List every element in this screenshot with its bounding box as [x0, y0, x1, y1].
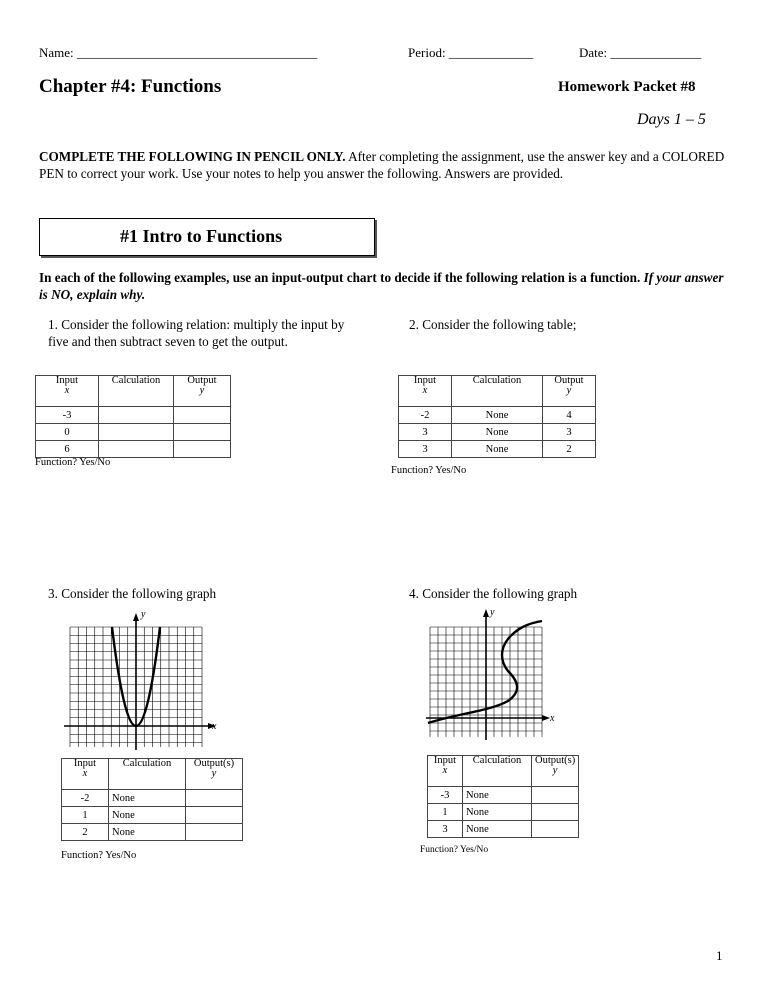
table-header-output: Output y [543, 376, 596, 407]
chapter-title: Chapter #4: Functions [39, 76, 222, 97]
table-header-output: Output(s) y [532, 756, 579, 787]
question-3-text: 3. Consider the following graph [48, 586, 217, 601]
question-4-function-label: Function? Yes/No [420, 845, 489, 855]
question-2-text: 2. Consider the following table; [409, 317, 577, 332]
table-row: 0 [36, 424, 231, 441]
question-1-table [35, 375, 231, 458]
packet-title: Homework Packet #8 [558, 79, 696, 95]
question-2-table [398, 375, 596, 458]
table-row: -3 None [428, 787, 579, 804]
table-header-input: Input x [36, 376, 99, 407]
instructions-prompt [39, 269, 727, 303]
name-field-label: Name: _____________________________________ [39, 45, 318, 60]
question-4-graph [420, 605, 570, 745]
x-axis-arrow [542, 715, 550, 721]
instructions [39, 148, 727, 182]
question-3-table [61, 758, 243, 841]
y-axis-arrow [483, 609, 489, 617]
table-header-output: Output y [174, 376, 231, 407]
table-row: 3 None 3 [399, 424, 596, 441]
period-field-label: Period: _____________ [408, 45, 534, 60]
instructions-rest: After completing the assignment, use the answer key and a COLORED PEN to correct your work. Use your notes to help you answer the following. Answers are provided. [39, 149, 725, 181]
date-field-label: Date: ______________ [579, 45, 702, 60]
question-2-function-label: Function? Yes/No [391, 465, 467, 476]
table-header-calculation: Calculation [109, 759, 186, 790]
prompt-main: In each of the following examples, use an input-output chart to decide if the following relation is a function. [39, 270, 644, 285]
section-title-box [39, 218, 375, 256]
table-row: 6 [36, 441, 231, 458]
question-4-table [427, 755, 579, 838]
instructions-bold: COMPLETE THE FOLLOWING IN PENCIL ONLY. [39, 149, 346, 164]
y-axis-label: y [141, 609, 146, 620]
table-row: -3 [36, 407, 231, 424]
question-3-function-label: Function? Yes/No [61, 850, 137, 861]
page-number: 1 [716, 948, 723, 963]
table-row: -2 None [62, 790, 243, 807]
table-row: 1 None [62, 807, 243, 824]
x-axis-label: x [212, 721, 217, 732]
table-header-calculation: Calculation [463, 756, 532, 787]
question-3-graph [50, 605, 230, 755]
table-row: 2 None [62, 824, 243, 841]
table-header-input: Input x [62, 759, 109, 790]
prompt-italic: If your answer is NO, explain why. [39, 270, 724, 302]
x-axis-label: x [550, 713, 555, 724]
question-1-text: 1. Consider the following relation: multiply the input by five and then subtract seven to get the output. [48, 317, 345, 349]
table-row: 3 None [428, 821, 579, 838]
question-1-function-label: Function? Yes/No [35, 457, 111, 468]
s-curve [428, 621, 542, 723]
table-header-calculation: Calculation [452, 376, 543, 407]
table-header-input: Input x [428, 756, 463, 787]
y-axis-arrow [133, 613, 139, 621]
question-4-text: 4. Consider the following graph [409, 586, 578, 601]
table-row: 3 None 2 [399, 441, 596, 458]
table-row: 1 None [428, 804, 579, 821]
section-title: #1 Intro to Functions [120, 226, 283, 246]
days-label: Days 1 – 5 [637, 111, 706, 128]
y-axis-label: y [490, 607, 495, 618]
table-header-output: Output(s) y [186, 759, 243, 790]
table-header-calculation: Calculation [99, 376, 174, 407]
table-row: -2 None 4 [399, 407, 596, 424]
table-header-input: Input x [399, 376, 452, 407]
